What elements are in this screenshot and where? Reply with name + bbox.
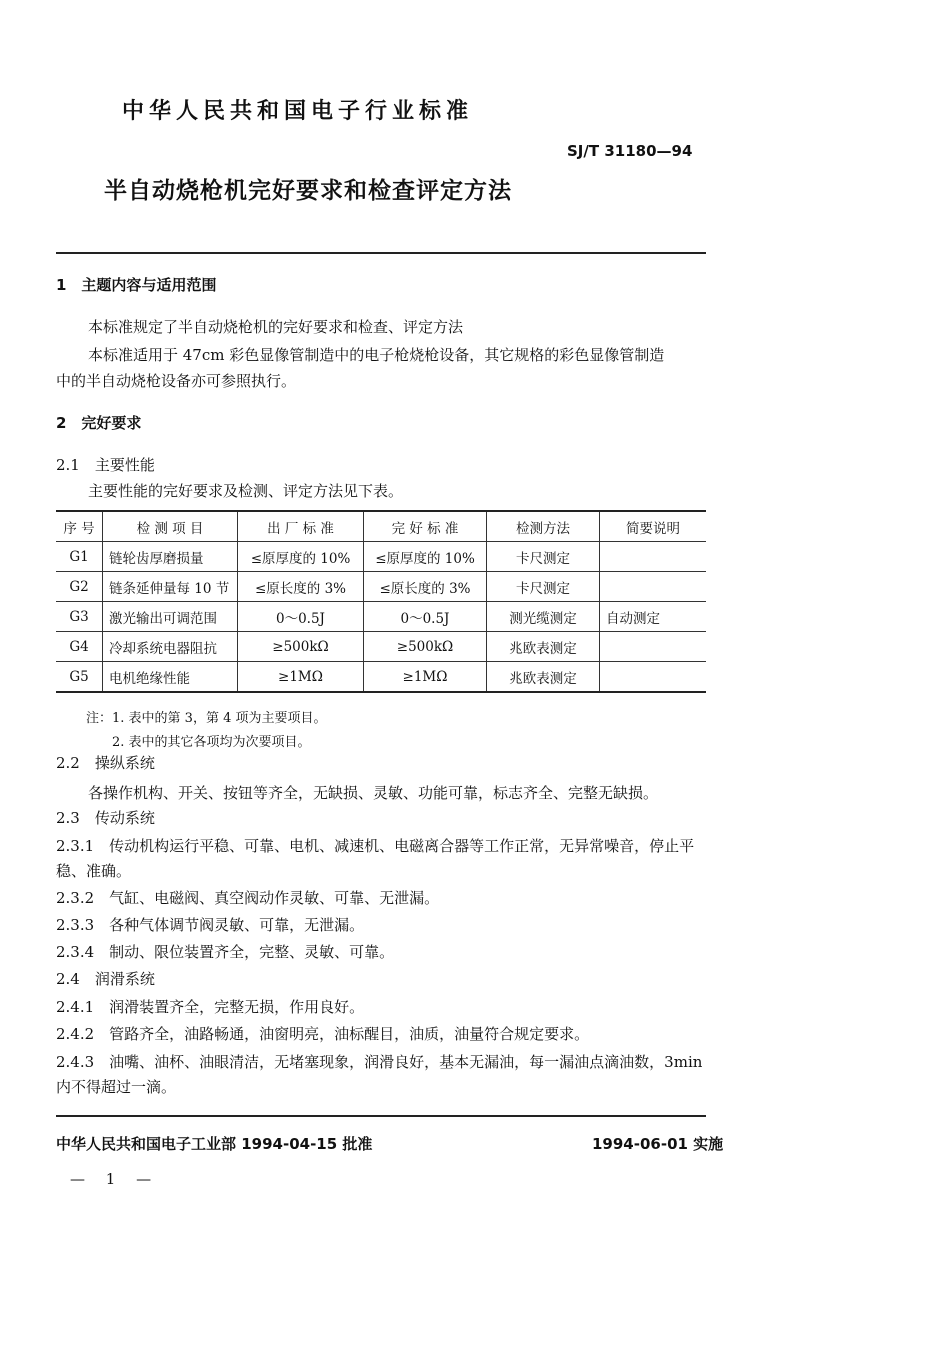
table-cell: ≥1MΩ [238, 662, 364, 693]
table-header-cell: 检测方法 [487, 511, 600, 542]
table-header-row [56, 511, 706, 542]
header-rule [56, 252, 706, 254]
table-cell: 0～0.5J [238, 602, 364, 632]
section-2-4-heading: 2.4 润滑系统 [56, 970, 155, 988]
item-2-4-3: 2.4.3 油嘴、油杯、油眼清洁，无堵塞现象，润滑良好，基本无漏油，每一漏油点滴油数，3min [56, 1053, 703, 1071]
page-number: — 1 — [70, 1170, 160, 1188]
table-header-cell: 序 号 [56, 511, 103, 542]
table-cell: ≥500kΩ [238, 632, 364, 662]
table-cell: 激光输出可调范围 [103, 602, 238, 632]
table-cell [600, 632, 707, 662]
table-cell: 卡尺测定 [487, 572, 600, 602]
table-cell: G4 [56, 632, 103, 662]
section-2-2-text: 各操作机构、开关、按钮等齐全，无缺损、灵敏、功能可靠，标志齐全、完整无缺损。 [88, 784, 659, 802]
footer-rule [56, 1115, 706, 1117]
section-2-2-heading: 2.2 操纵系统 [56, 754, 155, 772]
table-cell: ≤原厚度的 10% [238, 542, 364, 572]
table-cell [600, 542, 707, 572]
table-cell: 链轮齿厚磨损量 [103, 542, 238, 572]
item-2-3-1-cont: 稳、准确。 [56, 862, 132, 880]
table-cell: ≥1MΩ [364, 662, 487, 693]
section-2-3-heading: 2.3 传动系统 [56, 809, 155, 827]
table-cell: G3 [56, 602, 103, 632]
section-1-paragraph-1: 本标准规定了半自动烧枪机的完好要求和检查、评定方法 [88, 318, 464, 336]
table-row [56, 662, 706, 693]
section-2-1-text: 主要性能的完好要求及检测、评定方法见下表。 [88, 482, 404, 500]
standard-organization: 中华人民共和国电子行业标准 [122, 99, 474, 124]
table-header-cell: 完 好 标 准 [364, 511, 487, 542]
item-2-3-1: 2.3.1 传动机构运行平稳、可靠、电机、减速机、电磁离合器等工作正常，无异常噪音，停止平 [56, 837, 695, 855]
table-row [56, 542, 706, 572]
item-2-3-3: 2.3.3 各种气体调节阀灵敏、可靠，无泄漏。 [56, 916, 365, 934]
table-row [56, 602, 706, 632]
table-header-cell: 出 厂 标 准 [238, 511, 364, 542]
table-cell: 测光缆测定 [487, 602, 600, 632]
effective-date: 1994-06-01 实施 [592, 1135, 724, 1153]
table-cell: 冷却系统电器阻抗 [103, 632, 238, 662]
table-cell [600, 572, 707, 602]
item-2-4-3-cont: 内不得超过一滴。 [56, 1078, 177, 1096]
table-cell: 0～0.5J [364, 602, 487, 632]
section-1-heading: 1 主题内容与适用范围 [56, 276, 217, 294]
table-header-cell: 检 测 项 目 [103, 511, 238, 542]
item-2-4-1: 2.4.1 润滑装置齐全，完整无损，作用良好。 [56, 998, 365, 1016]
table-row [56, 572, 706, 602]
table-cell: 卡尺测定 [487, 542, 600, 572]
table-cell: 兆欧表测定 [487, 662, 600, 693]
table-cell: ≥500kΩ [364, 632, 487, 662]
table-cell: G2 [56, 572, 103, 602]
item-2-4-2: 2.4.2 管路齐全，油路畅通，油窗明亮，油标醒目，油质，油量符合规定要求。 [56, 1025, 590, 1043]
table-cell: 兆欧表测定 [487, 632, 600, 662]
table-header-cell: 简要说明 [600, 511, 707, 542]
section-2-1-heading: 2.1 主要性能 [56, 456, 155, 474]
section-1-paragraph-2: 本标准适用于 47cm 彩色显像管制造中的电子枪烧枪设备，其它规格的彩色显像管制造 [88, 346, 665, 364]
approval-info: 中华人民共和国电子工业部 1994-04-15 批准 [56, 1135, 373, 1153]
table-cell [600, 662, 707, 693]
table-cell: ≤原厚度的 10% [364, 542, 487, 572]
section-1-paragraph-2-cont: 中的半自动烧枪设备亦可参照执行。 [56, 372, 297, 390]
performance-table [56, 510, 706, 693]
table-note-2: 2. 表中的其它各项均为次要项目。 [112, 735, 311, 750]
item-2-3-4: 2.3.4 制动、限位装置齐全，完整、灵敏、可靠。 [56, 943, 395, 961]
table-cell: ≤原长度的 3% [238, 572, 364, 602]
table-cell: 电机绝缘性能 [103, 662, 238, 693]
item-2-3-2: 2.3.2 气缸、电磁阀、真空阀动作灵敏、可靠、无泄漏。 [56, 889, 440, 907]
section-2-heading: 2 完好要求 [56, 414, 142, 432]
table-cell: ≤原长度的 3% [364, 572, 487, 602]
table-row [56, 632, 706, 662]
table-cell: 链条延伸量每 10 节 [103, 572, 238, 602]
table-cell: G5 [56, 662, 103, 693]
document-title: 半自动烧枪机完好要求和检查评定方法 [104, 178, 512, 204]
table-note-1: 注：1. 表中的第 3，第 4 项为主要项目。 [86, 711, 327, 726]
table-cell: 自动测定 [600, 602, 707, 632]
standard-code: SJ/T 31180—94 [567, 142, 693, 160]
table-cell: G1 [56, 542, 103, 572]
